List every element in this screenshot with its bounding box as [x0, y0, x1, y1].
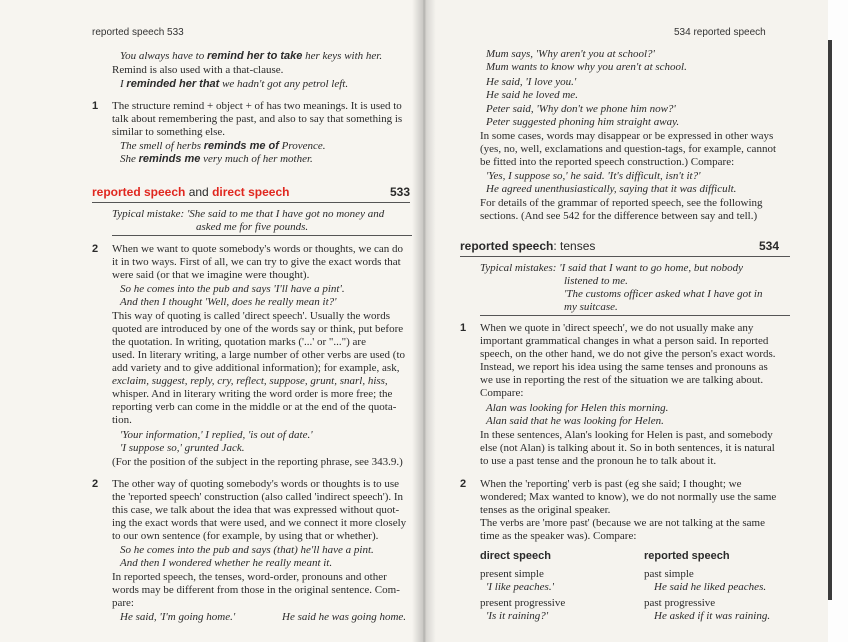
text-line: pare: [112, 597, 134, 609]
typical-mistake: asked me for five pounds. [196, 221, 309, 233]
section-number: 533 [390, 185, 411, 199]
text-line: important grammatical changes in what a person said. In reported [480, 335, 769, 347]
right-page-header: 534 reported speech [674, 27, 766, 38]
text-line: And then I wondered whether he really meant it. [120, 557, 333, 569]
text-line: In reported speech, the tenses, word-order, pronouns and other [112, 571, 387, 583]
item-number: 2 [92, 243, 99, 255]
section-title: reported speech: tenses [460, 239, 596, 253]
text-line: the 'reported speech' construction (also called 'indirect speech'). In [112, 491, 404, 503]
text-line: So he comes into the pub and says 'I'll have a pint'. [120, 283, 345, 295]
text-line: else (not Alan) is talking about it. So in both sentences, it is natural [480, 442, 775, 454]
text-line: In these sentences, Alan's looking for Helen is past, and somebody [480, 429, 773, 441]
text-line: ing the exact words that were used, and we connect it more closely [112, 517, 407, 529]
table-cell: He asked if it was raining. [654, 610, 771, 622]
text-line: He said, 'I'm going home.' [120, 611, 236, 623]
text-line: I reminded her that we hadn't got any petrol left. [120, 78, 349, 90]
text-line: (yes, no, well, exclamations and question-tags, for example, cannot [480, 143, 776, 155]
text-line: be fitted into the reported speech construction.) Compare: [480, 156, 735, 168]
table-header-reported: reported speech [644, 550, 730, 562]
text-line: this case, we talk about the idea that was expressed without quot- [112, 504, 400, 516]
text-line: (For the position of the subject in the reporting phrase, see 343.9.) [112, 456, 403, 468]
text-line: 'Your information,' I replied, 'is out of date.' [120, 429, 313, 441]
text-line: For details of the grammar of reported speech, see the following [480, 197, 763, 209]
section-rule [460, 256, 790, 257]
table-cell: past progressive [644, 597, 716, 609]
text-line: exclaim, suggest, reply, cry, reflect, suppose, grunt, snarl, hiss, [112, 375, 388, 387]
text-line: When the 'reporting' verb is past (eg she said; I thought; we [480, 478, 742, 490]
text-line: He agreed unenthusiastically, saying that it was difficult. [486, 183, 737, 195]
text-line: Compare: [480, 387, 524, 399]
text-line: Peter said, 'Why don't we phone him now?' [486, 103, 676, 115]
text-line: The structure remind + object + of has two meanings. It is used to [112, 100, 402, 112]
text-line: Mum says, 'Why aren't you at school?' [486, 48, 655, 60]
text-line: were said (or that we imagine were thought). [112, 269, 310, 281]
section-rule [92, 202, 410, 203]
text-line: 'Yes, I suppose so,' he said. 'It's difficult, isn't it?' [486, 170, 701, 182]
text-line: words may be different from those in the original sentence. Com- [112, 584, 400, 596]
text-line: quoted are introduced by one of the words say or think, put before [112, 323, 404, 335]
section-number: 534 [759, 239, 780, 253]
text-line: He said he was going home. [282, 611, 407, 623]
text-line: wondered; Max wanted to know), we do not normally use the same [480, 491, 777, 503]
text-line: sections. (And see 542 for the difference between say and tell.) [480, 210, 758, 222]
table-cell: present simple [480, 568, 544, 580]
text-line: similar to something else. [112, 126, 226, 138]
item-number: 1 [92, 100, 99, 112]
typical-mistake: Typical mistake: 'She said to me that I have got no money and [112, 208, 385, 220]
typical-mistake: Typical mistakes: 'I said that I want to go home, but nobody [480, 262, 744, 274]
text-line: You always have to remind her to take her keys with her. [120, 50, 383, 62]
text-line: it in two ways. First of all, we can try to give the exact words that [112, 256, 401, 268]
text-line: to our own sentence (for example, by using that or whether). [112, 530, 379, 542]
text-line: The other way of quoting somebody's words or thoughts is to use [112, 478, 400, 490]
text-line: When we want to quote somebody's words or thoughts, we can do [112, 243, 403, 255]
text-line: Mum wants to know why you aren't at school. [486, 61, 687, 73]
text-line: In some cases, words may disappear or be expressed in other ways [480, 130, 774, 142]
item-number: 2 [460, 478, 467, 490]
right-page [424, 0, 828, 642]
item-number: 1 [460, 322, 467, 334]
table-cell: past simple [644, 568, 694, 580]
text-line: So he comes into the pub and says (that) he'll have a pint. [120, 544, 374, 556]
text-line: Instead, we report his idea using the same tenses and pronouns as [480, 361, 768, 373]
text-line: He said, 'I love you.' [486, 76, 577, 88]
text-line: The smell of herbs reminds me of Provence. [120, 140, 326, 152]
mistake-rule [112, 235, 412, 236]
text-line: add variety and to give additional information); for example, ask, [112, 362, 400, 374]
text-line: The verbs are 'more past' (because we are not talking at the same [480, 517, 765, 529]
text-line: reporting verb can come in the middle or at the end of the quota- [112, 401, 397, 413]
text-line: When we quote in 'direct speech', we do not usually make any [480, 322, 754, 334]
table-cell: 'Is it raining?' [486, 610, 549, 622]
table-cell: 'I like peaches.' [486, 581, 554, 593]
text-line: whisper. And in literary writing the word order is more free; the [112, 388, 393, 400]
item-number: 2 [92, 478, 99, 490]
text-line: talk about remembering the past, and also to say that something is [112, 113, 403, 125]
typical-mistake: 'The customs officer asked what I have got in [564, 288, 763, 300]
table-cell: present progressive [480, 597, 566, 609]
section-title: reported speech and direct speech [92, 185, 290, 199]
text-line: And then I thought 'Well, does he really mean it?' [120, 296, 337, 308]
page-edge [828, 0, 848, 642]
text-line: used. In literary writing, a large number of other verbs are used (to [112, 349, 406, 361]
text-line: She reminds me very much of her mother. [120, 153, 313, 165]
text-line: Remind is also used with a that-clause. [112, 64, 284, 76]
text-line: we use in reporting the rest of the situation we are talking about. [480, 374, 764, 386]
text-line: time as the speaker was). Compare: [480, 530, 637, 542]
text-line: Alan was looking for Helen this morning. [486, 402, 669, 414]
text-line: Alan said that he was looking for Helen. [486, 415, 664, 427]
typical-mistake: my suitcase. [564, 301, 618, 313]
text-line: speech, on the other hand, we do not give the person's exact words. [480, 348, 776, 360]
book-gutter [412, 0, 436, 642]
text-line: the quotation. In writing, quotation marks ('...' or "...") are [112, 336, 366, 348]
left-page-header: reported speech 533 [92, 27, 184, 38]
text-line: tenses as the original speaker. [480, 504, 611, 516]
text-line: Peter suggested phoning him straight away. [486, 116, 680, 128]
text-line: He said he loved me. [486, 89, 578, 101]
text-line: 'I suppose so,' grunted Jack. [120, 442, 245, 454]
table-cell: He said he liked peaches. [654, 581, 767, 593]
typical-mistake: listened to me. [564, 275, 628, 287]
text-line: tion. [112, 414, 132, 426]
text-line: to use a past tense and the pronoun he to talk about it. [480, 455, 717, 467]
mistake-rule [480, 315, 790, 316]
table-header-direct: direct speech [480, 550, 551, 562]
text-line: This way of quoting is called 'direct speech'. Usually the words [112, 310, 390, 322]
